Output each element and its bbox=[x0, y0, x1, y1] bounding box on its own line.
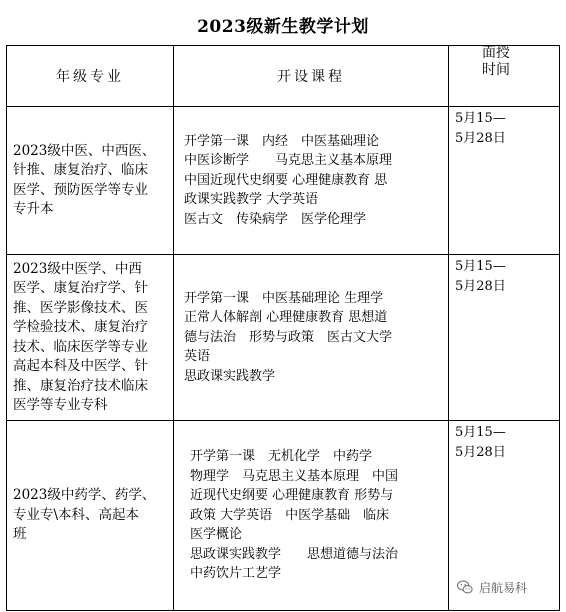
course-line: 开学第一课 无机化学 中药学 bbox=[190, 449, 373, 465]
major-line: 专升本 bbox=[13, 201, 54, 217]
time-line: 5月15— bbox=[455, 259, 506, 274]
teaching-plan-table bbox=[6, 45, 560, 611]
table-header-row bbox=[7, 46, 560, 107]
course-line: 中国近现代史纲要 心理健康教育 思 bbox=[184, 172, 388, 188]
course-line: 政策 大学英语 中医学基础 临床 bbox=[190, 507, 390, 523]
course-line: 中医诊断学 马克思主义基本原理 bbox=[184, 153, 393, 169]
major-line: 专业专\本科、高起本 bbox=[13, 506, 140, 523]
table-row bbox=[7, 107, 560, 255]
major-line: 推、康复治疗技术临床 bbox=[13, 377, 148, 394]
time-line: 5月15— bbox=[455, 111, 506, 126]
major-line: 医学、预防医学等专业 bbox=[13, 181, 148, 198]
time-cell bbox=[449, 107, 560, 255]
courses-cell bbox=[174, 107, 449, 255]
course-line: 物理学 马克思主义基本原理 中国 bbox=[190, 468, 399, 484]
course-line: 德与法治 形势与政策 医古文大学 bbox=[184, 329, 393, 345]
time-line: 5月28日 bbox=[455, 278, 506, 294]
course-line: 思政课实践教学 bbox=[184, 368, 276, 384]
page-title: 2023级新生教学计划 bbox=[197, 17, 369, 37]
course-line: 英语 bbox=[184, 349, 211, 365]
major-line: 2023级中药学、药学、 bbox=[13, 487, 156, 504]
major-line: 技术、临床医学等专业 bbox=[13, 338, 148, 355]
major-cell bbox=[7, 255, 174, 421]
watermark bbox=[456, 577, 527, 597]
time-cell bbox=[449, 255, 560, 421]
major-line: 2023级中医学、中西 bbox=[13, 260, 142, 277]
header-time-line1: 面授 bbox=[482, 45, 510, 61]
header-courses: 开设课程 bbox=[174, 46, 449, 107]
major-line: 高起本科及中医学、针 bbox=[13, 358, 148, 374]
major-cell bbox=[7, 107, 174, 255]
table-row bbox=[7, 255, 560, 421]
major-line: 2023级中医、中西医、 bbox=[13, 142, 156, 159]
course-line: 开学第一课 中医基础理论 生理学 bbox=[184, 290, 384, 306]
time-line: 5月28日 bbox=[455, 130, 506, 146]
courses-cell bbox=[174, 255, 449, 421]
course-line: 医学概论 bbox=[190, 527, 243, 543]
course-line: 正常人体解剖 心理健康教育 思想道 bbox=[184, 310, 388, 326]
major-line: 推、医学影像技术、医 bbox=[13, 299, 148, 316]
major-line: 医学等专业专科 bbox=[13, 397, 108, 413]
course-line: 政课实践教学 大学英语 bbox=[184, 192, 319, 208]
course-line: 医古文 传染病学 医学伦理学 bbox=[184, 211, 367, 227]
course-line: 开学第一课 内经 中医基础理论 bbox=[184, 133, 380, 149]
courses-cell bbox=[174, 421, 449, 611]
major-line: 医学、康复治疗学、针 bbox=[13, 280, 148, 296]
major-line: 针推、康复治疗、临床 bbox=[13, 162, 148, 178]
header-major: 年级专业 bbox=[7, 46, 174, 107]
major-line: 班 bbox=[13, 526, 27, 543]
course-line: 中药饮片工艺学 bbox=[190, 566, 282, 582]
watermark-text: 启航易科 bbox=[479, 580, 528, 595]
wechat-icon bbox=[456, 578, 474, 596]
course-line: 近现代史纲要 心理健康教育 形势与 bbox=[190, 488, 394, 504]
header-time-line2: 时间 bbox=[482, 62, 510, 78]
major-line: 学检验技术、康复治疗 bbox=[13, 319, 148, 335]
major-cell bbox=[7, 421, 174, 611]
course-line: 思政课实践教学 思想道德与法治 bbox=[190, 546, 399, 562]
time-line: 5月15— bbox=[455, 425, 506, 440]
time-line: 5月28日 bbox=[455, 444, 506, 460]
header-time bbox=[449, 46, 560, 107]
